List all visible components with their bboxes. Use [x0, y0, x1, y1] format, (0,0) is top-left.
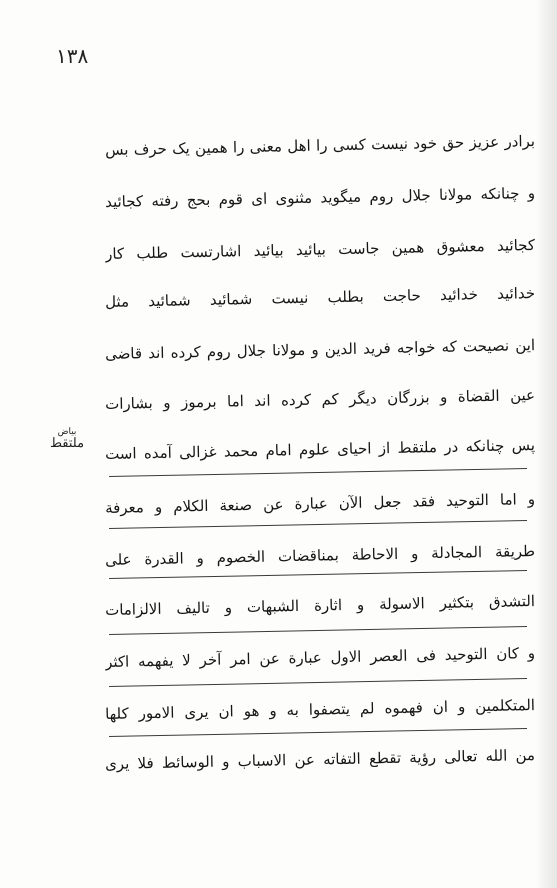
text-line: من الله تعالی رؤیة تقطع التفاته عن الاسباب و الوسائط فلا یری [104, 746, 536, 774]
underline-rule [109, 678, 527, 687]
margin-note-top: بیاض [57, 427, 77, 437]
text-line: التشدق بتکثیر الاسولة و اثارة الشبهات و تالیف الالزامات [104, 592, 536, 620]
text-line: و اما التوحید فقد جعل الآن عبارة عن صنعة الکلام و معرفة [104, 490, 536, 518]
text-line: و چنانکه مولانا جلال روم میگوید مثنوی ای قوم بحج رفته کجائید [104, 184, 536, 212]
text-line: خدائید خدائید حاجت بطلب نیست شمائید شمائید مثل [104, 284, 536, 312]
text-line: طریقة المجادلة و الاحاطة بمناقضات الخصوم و القدرة علی [104, 542, 536, 570]
text-line: کجائید معشوق همین جاست بیائید بیائید اشارتست طلب کار [104, 236, 536, 264]
text-line: عین القضاة و بزرگان دیگر کم کرده اند اما برموز و بشارات [104, 386, 536, 414]
text-line: این نصیحت که خواجه فرید الدین و مولانا جلال روم کرده اند قاضی [104, 336, 536, 364]
margin-note-bottom: ملتقط [49, 436, 85, 452]
text-line: برادر عزیز حق خود نیست کسی را اهل معنی را همین یک حرف بس [104, 132, 536, 160]
text-line: پس چنانکه در ملتقط از احیای علوم امام محمد غزالی آمده است [104, 436, 536, 464]
text-line: المتکلمین و ان فهموه لم یتصفوا به و هو ان یری الامور کلها [104, 696, 536, 724]
page-number: ۱۳۸ [56, 44, 89, 68]
underline-rule [109, 626, 527, 635]
text-line: و کان التوحید فی العصر الاول عبارة عن امر آخر لا یفهمه اکثر [104, 644, 536, 672]
